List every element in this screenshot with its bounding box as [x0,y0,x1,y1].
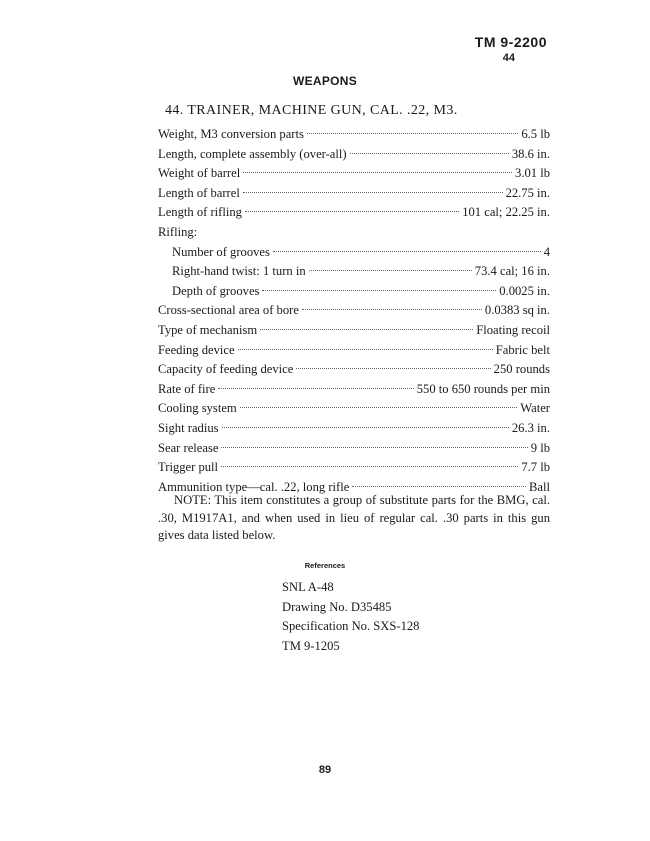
rifling-row [158,282,550,302]
spec-label: Rate of fire [158,381,216,396]
spec-value: 0.0025 in. [499,283,550,298]
spec-value: 101 cal; 22.25 in. [462,205,550,220]
dot-leader [260,329,473,330]
spec-row [158,399,550,419]
spec-label: Cross-sectional area of bore [158,303,299,318]
dot-leader [243,172,512,173]
spec-label: Type of mechanism [158,322,258,337]
section-title: WEAPONS [292,74,358,88]
spec-value: 550 to 650 rounds per min [416,381,550,396]
dot-leader [238,349,493,350]
reference-item: SNL A-48 [282,580,334,594]
spec-row [158,145,550,165]
reference-item: Specification No. SXS-128 [282,619,420,634]
dot-leader [262,290,496,291]
dot-leader [302,309,482,310]
tm-number: TM 9-2200 [474,34,547,50]
spec-row [158,301,550,321]
spec-label: Sear release [158,440,219,455]
spec-label: Weight of barrel [158,166,241,181]
spec-label: Length, complete assembly (over-all) [158,146,347,161]
references-list [282,578,419,656]
spec-value: 26.3 in. [511,420,550,435]
spec-row [158,184,550,204]
spec-row [158,439,550,459]
page-number: 89 [318,764,332,776]
references-title: References [304,561,346,570]
dot-leader [243,192,503,193]
dot-leader [350,153,509,154]
spec-label: Feeding device [158,342,235,357]
spec-value: Fabric belt [495,342,550,357]
spec-value: Water [520,401,550,416]
spec-value: 250 rounds [493,362,550,377]
spec-value: 0.0383 sq in. [484,303,550,318]
spec-row [158,203,550,223]
spec-label: Number of grooves [172,244,270,259]
spec-value: Ball [529,479,550,494]
spec-value: 38.6 in. [511,146,550,161]
reference-item: TM 9-1205 [282,638,340,653]
spec-row [158,419,550,439]
spec-label: Trigger pull [158,460,219,475]
spec-value: 6.5 lb [521,127,550,141]
dot-leader [218,388,413,389]
spec-value: 4 [543,244,550,259]
dot-leader [309,270,472,271]
spec-value: 73.4 cal; 16 in. [474,264,550,279]
note-paragraph: NOTE: This item constitutes a group of substitute parts for the BMG, cal. .30, M1917A1, and when used in lieu of regular cal. .30 parts in this gun gives data listed below. [158,493,550,542]
spec-row [158,360,550,380]
spec-row [158,321,550,341]
spec-value: 7.7 lb [521,460,550,475]
spec-label: Right-hand twist: 1 turn in [172,264,306,279]
spec-row [158,125,550,145]
spec-value: Floating recoil [476,322,550,337]
spec-label: Weight, M3 conversion parts [158,127,304,141]
dot-leader [273,251,541,252]
paragraph-number: 44 [502,52,515,64]
paragraph-heading: 44. TRAINER, MACHINE GUN, CAL. .22, M3. [165,103,458,118]
spec-value: 3.01 lb [515,166,550,181]
rifling-group-label [158,223,550,243]
reference-item: Drawing No. D35485 [282,599,392,614]
spec-row [158,341,550,361]
dot-leader [296,368,490,369]
spec-label: Cooling system [158,401,237,416]
spec-label: Ammunition type—cal. .22, long rifle [158,479,350,494]
dot-leader [352,486,526,487]
dot-leader [222,427,509,428]
spec-label: Depth of grooves [172,283,260,298]
spec-row [158,458,550,478]
spec-value: 22.75 in. [505,185,550,200]
spec-label: Length of rifling [158,205,242,220]
spec-label: Capacity of feeding device [158,362,294,377]
spec-row [158,380,550,400]
rifling-row [158,262,550,282]
dot-leader [221,447,527,448]
spec-value: 9 lb [530,440,550,455]
spec-label: Length of barrel [158,185,240,200]
spec-label: Sight radius [158,420,219,435]
dot-leader [307,133,518,134]
rifling-row [158,243,550,263]
spec-list [158,125,550,497]
spec-label: Rifling: [158,224,198,239]
spec-row [158,164,550,184]
dot-leader [240,407,518,408]
dot-leader [221,466,518,467]
dot-leader [245,211,459,212]
